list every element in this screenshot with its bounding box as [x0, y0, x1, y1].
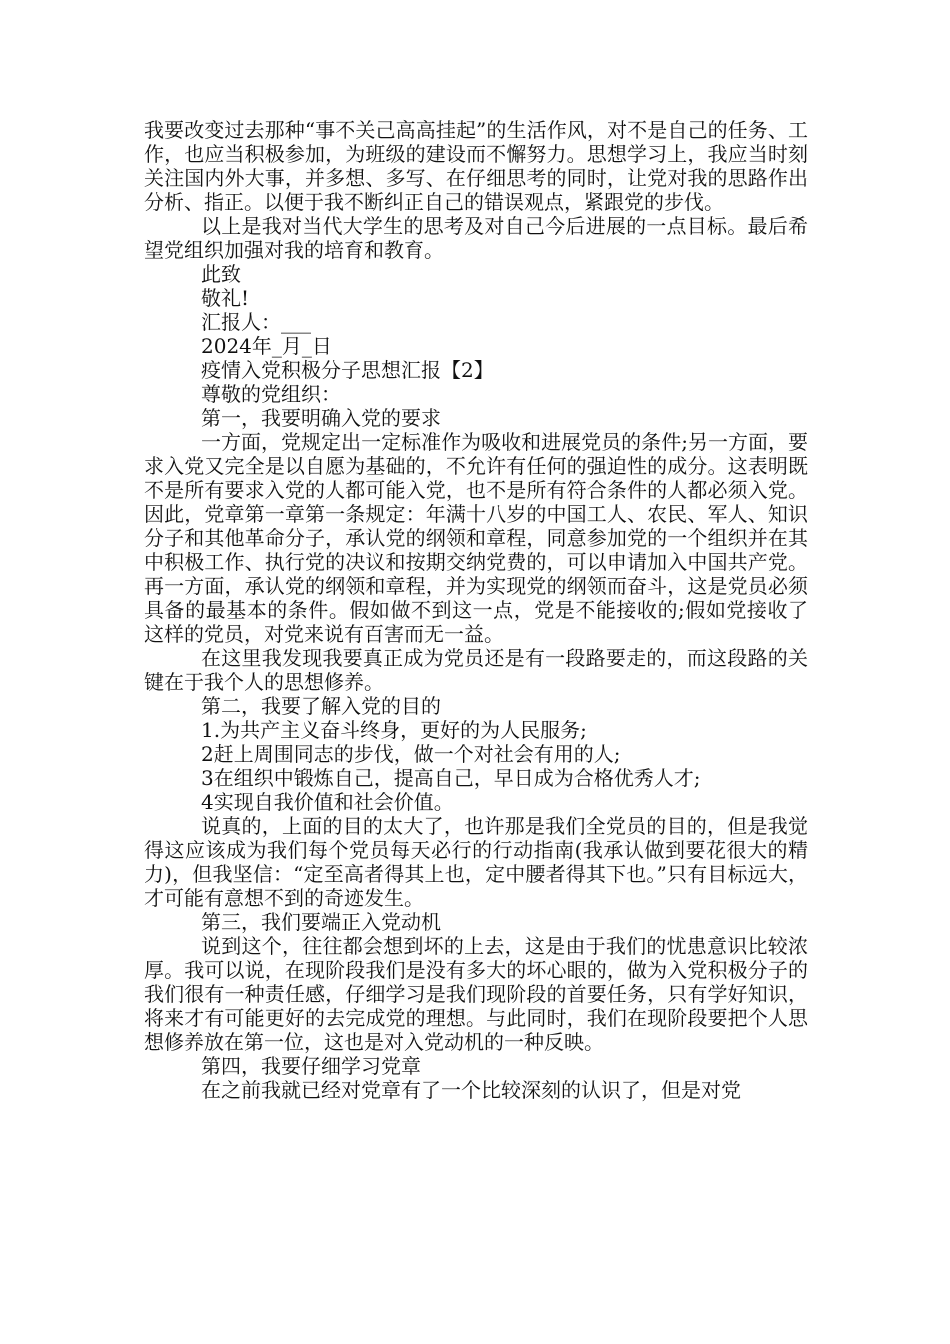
paragraph-reflection: 在这里我发现我要真正成为党员还是有一段路要走的，而这段路的关键在于我个人的思想修养。 — [144, 646, 808, 694]
list-item-1: 1.为共产主义奋斗终身，更好的为人民服务; — [201, 718, 587, 742]
section-title: 疫情入党积极分子思想汇报【2】 — [201, 358, 494, 382]
paragraph-2: 以上是我对当代大学生的思考及对自己今后进展的一点目标。最后希望党组织加强对我的培育和教育。 — [144, 214, 808, 262]
paragraph-requirements: 一方面，党规定出一定标准作为吸收和进展党员的条件;另一方面，要求入党又完全是以自愿为基础的，不允许有任何的强迫性的成分。这表明既不是所有要求入党的人都可能入党，也不是所有符合条件的人都必须入党。因此，党章第一章第一条规定：年满十八岁的中国工人、农民、军人、知识分子和其他革命分子，承认党的纲领和章程，同意参加党的一个组织并在其中积极工作、执行党的决议和按期交纳党费的，可以申请加入中国共产党。再一方面，承认党的纲领和章程，并为实现党的纲领而奋斗，这是党员必须具备的最基本的条件。假如做不到这一点，党是不能接收的;假如党接收了这样的党员，对党来说有百害而无一益。 — [144, 430, 808, 646]
greeting: 尊敬的党组织： — [201, 382, 341, 406]
reporter-line: 汇报人：___ — [201, 310, 311, 334]
heading-fourth: 第四，我要仔细学习党章 — [201, 1054, 421, 1078]
heading-first: 第一，我要明确入党的要求 — [201, 406, 441, 430]
closing-regards: 敬礼! — [201, 286, 250, 310]
heading-third: 第三，我们要端正入党动机 — [201, 910, 441, 934]
list-item-4: 4实现自我价值和社会价值。 — [201, 790, 454, 814]
list-item-2: 2赶上周围同志的步伐，做一个对社会有用的人; — [201, 742, 621, 766]
document-page — [144, 118, 808, 1102]
closing-salutation: 此致 — [201, 262, 241, 286]
paragraph-motivation: 说到这个，往往都会想到坏的上去，这是由于我们的忧患意识比较浓厚。我可以说，在现阶段我们是没有多大的坏心眼的，做为入党积极分子的我们很有一种责任感，仔细学习是我们现阶段的首要任务，只有学好知识，将来才有可能更好的去完成党的理想。与此同时，我们在现阶段要把个人思想修养放在第一位，这也是对入党动机的一种反映。 — [144, 934, 808, 1054]
paragraph-1: 我要改变过去那种“事不关己高高挂起”的生活作风，对不是自己的任务、工作，也应当积极参加，为班级的建设而不懈努力。思想学习上，我应当时刻关注国内外大事，并多想、多写、在仔细思考的同时，让党对我的思路作出分析、指正。以便于我不断纠正自己的错误观点，紧跟党的步伐。 — [144, 118, 808, 214]
date-line: 2024年_月_日 — [201, 334, 332, 358]
list-item-3: 3在组织中锻炼自己，提高自己，早日成为合格优秀人才; — [201, 766, 701, 790]
heading-second: 第二，我要了解入党的目的 — [201, 694, 441, 718]
paragraph-constitution: 在之前我就已经对党章有了一个比较深刻的认识了，但是对党 — [201, 1078, 741, 1102]
paragraph-purpose: 说真的，上面的目的太大了，也许那是我们全党员的目的，但是我觉得这应该成为我们每个党员每天必行的行动指南(我承认做到要花很大的精力)，但我坚信：“定至高者得其上也，定中腰者得其下也。”只有目标远大，才可能有意想不到的奇迹发生。 — [144, 814, 808, 910]
